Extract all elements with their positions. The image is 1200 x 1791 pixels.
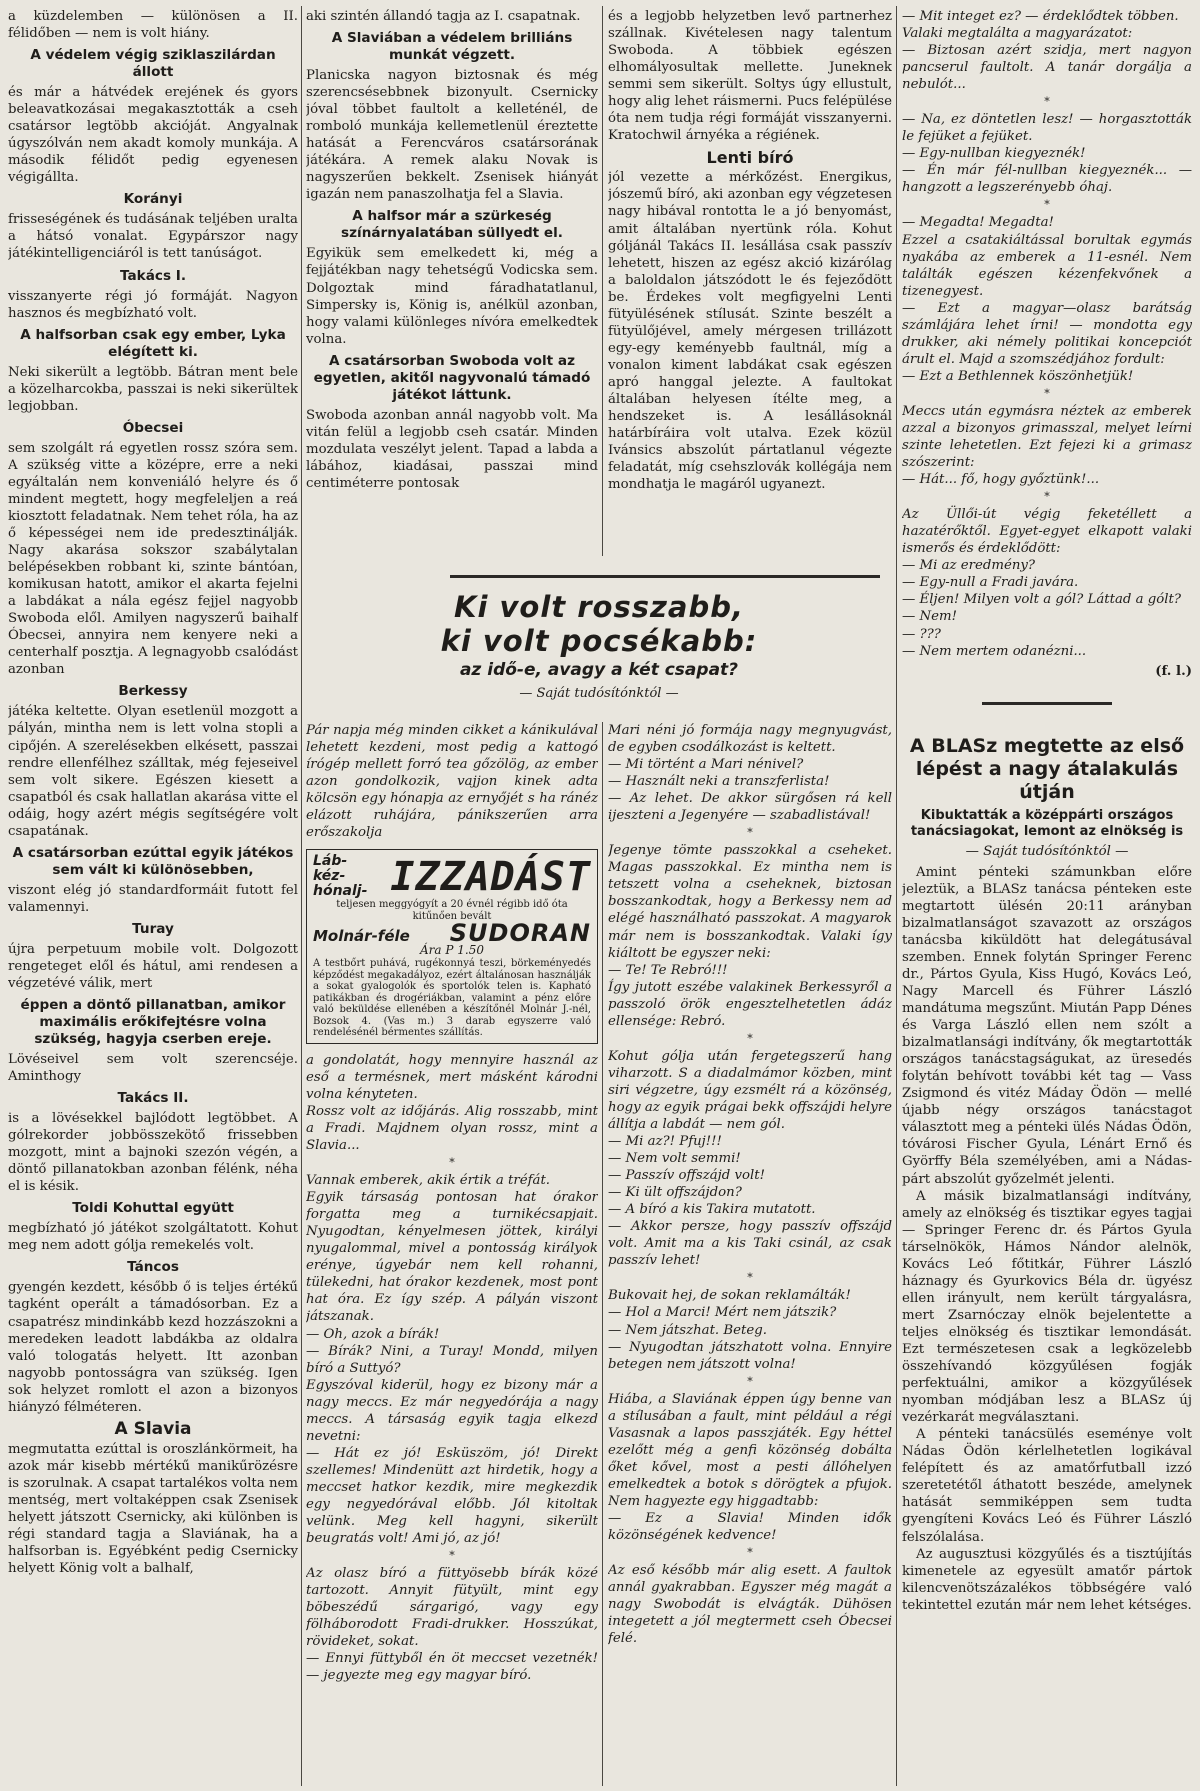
paragraph: frisseségének és tudásának teljében uralta a hátsó vonalat. Egypárszor nagy játékintelligenciáról is tett tanúságot. (8, 212, 298, 262)
paragraph: — Hol a Marci! Mért nem játszik? (608, 1305, 837, 1321)
byline: — Saját tudósítónktól — (519, 686, 679, 701)
paragraph: A másik bizalmatlansági indítvány, amely az elnökség és tisztikar egyes tagjai — Springer Ferenc dr. és Pártos Gyula társelnökök, Hámos Nándor alelnök, Kovács Leó főtitkár, Führer László háznagy és Gyurkovics Béla dr. ügyész ellen irányult, nem került tárgyalásra, mert Zsarnóczay elnök bejelentette a teljes elnökség és tisztikar lemondását. Ezt természetesen csak a legközelebb összehívandó közgyűlésen fogják perfektuálni, amikor a közgyűlések nyomban módjában lesz a BLASz új vezérkarát megválasztani. (902, 1188, 1192, 1426)
paragraph: Az Üllői-út végig feketéllett a hazatérőktől. Egyet-egyet elkapott valaki ismerős és érdeklődött: (902, 507, 1192, 557)
paragraph: is a lövésekkel bajlódott legtöbbet. A gólrekorder jobbösszekötő frissebben mozgott, mint a bajnoki szezón végén, a döntő pillanatokban azonban félénk, néha el is késik. (8, 1111, 298, 1195)
column-1 (8, 8, 298, 1788)
column-rule (602, 722, 603, 1786)
subheading: A csatársorban Swoboda volt az egyetlen, akitől nagyvonalú támadó játékot láttunk. (313, 352, 591, 403)
paragraph: — Ezt a magyar—olasz barátság számlájára lehet írni! — mondotta egy drukker, aki némely politikai koncepciót árult el. Majd a szomszédjához fordult: (902, 300, 1192, 367)
paragraph: Hiába, a Slaviának éppen úgy benne van a stílusában a fault, mint például a régi Vasasnak a lapos passzjáték. Egy héttel ezelőtt még a genfi közönség dobálta őket kővel, most a pesti állóhelyen emelkedtek a botok s dörögtek a pfujok. Nem hagyezte egy higgadtabb: (608, 1391, 892, 1509)
subheading: Berkessy (118, 683, 188, 700)
separator-star: * (747, 1271, 753, 1285)
paragraph: Planicska nagyon biztosnak és még szerencsésebbnek bizonyult. Csernicky jóval többet faultolt a kelleténél, de romboló munkája kellemetlenül éreztette hatását a Ferencváros csatársorának játékára. A remek alaku Novak is nagyszerűen bekkelt. Zsenisek hiányát igazán nem panaszolhatja fel a Slavia. (306, 68, 598, 203)
paragraph: Egyikük sem emelkedett ki, még a fejjátékban nagy tehetségű Vodicska sem. Dolgoztak mind fáradhatatlanul, Simpersky is, König is, anélkül azonban, hogy valami különleges nívóra emelkedtek volna. (306, 246, 598, 347)
column-4 (902, 8, 1192, 1788)
paragraph: — Akkor persze, hogy passzív offszájd volt. Amit ma a kis Taki csinál, az csak passzív lehet! (608, 1219, 892, 1269)
paragraph: — Oh, azok a bírák! (306, 1326, 440, 1342)
paragraph: — Az lehet. De akkor sürgősen rá kell ijeszteni a Jegenyére — szabadlistával! (608, 791, 892, 824)
paragraph: — Én már fél-nullban kiegyeznék... — hangzott a legszerényebb óhaj. (902, 163, 1192, 196)
article-subheadline: Kibuktatták a középpárti országos tanácsiagokat, lemont az elnökség is (910, 807, 1184, 839)
paragraph: játéka keltette. Olyan esetlenül mozgott a pályán, mintha nem is lett volna stopli a cipőjén. A szerelésekben elkésett, passzai rendre ellenfélhez szálltak, még fejeseivel sem volt sikere. Egészen kiesett a csapatból és csak hallatlan akarása vitte el odáig, hogy azért mégis segítségére volt csapatának. (8, 704, 298, 839)
paragraph: és már a hátvédek erejének és gyors beleavatkozásai megakasztották a cseh csatársor legtöbb akcióját. Angyalnak úgyszólván nem akadt komoly munkája. A második félidőt pedig egyenesen végigállta. (8, 85, 298, 186)
paragraph: — Nyugodtan játszhatott volna. Ennyire betegen nem játszott volna! (608, 1339, 892, 1372)
paragraph: Vannak emberek, akik értik a tréfát. (306, 1173, 551, 1189)
paragraph: Rossz volt az időjárás. Alig rosszabb, mint a Fradi. Majdnem olyan rossz, mint a Slavia... (306, 1103, 598, 1154)
paragraph: gyengén kezdett, később ő is teljes értékű tagként operált a támadósorban. Ez a csapatrész mindinkább kezd hozzászokni a meredeken leadott labdákba az oldalra való tologatás helyett. Itt azonban nagyobb pontosságra van szükség. Igen sok helyzet romlott el azon a bizonyos hiányzó félméteren. (8, 1280, 298, 1415)
paragraph: viszont elég jó standardformáit futott fel valamennyi. (8, 882, 298, 915)
paragraph: — A bíró a kis Takira mutatott. (608, 1202, 816, 1218)
paragraph: Neki sikerült a legtöbb. Bátran ment bele a közelharcokba, passzai is neki sikerültek legjobban. (8, 364, 298, 414)
separator-star: * (747, 1031, 753, 1045)
separator-star: * (747, 1546, 753, 1560)
advertisement (306, 849, 598, 1044)
ad-price: Ára P 1.50 (420, 942, 484, 957)
column-rule (301, 6, 302, 1786)
subheading: éppen a döntő pillanatban, amikor maximális erőkifejtésre volna szükség, hagyja cserben ereje. (20, 997, 286, 1048)
subheading: Takács I. (119, 267, 186, 284)
paragraph: Az olasz bíró a füttyösebb bírák közé tartozott. Annyit fütyült, mint egy böbeszédű sárgarigó, vagy egy fölháborodott Fradi-drukker. Hosszúkat, rövideket, sokat. (306, 1566, 598, 1650)
headline-line-1: Ki volt rosszabb, (454, 590, 744, 624)
article-headline (306, 566, 892, 716)
paragraph: — Nem! (902, 609, 957, 625)
paragraph: — Passzív offszájd volt! (608, 1168, 765, 1184)
paragraph: A pénteki tanácsülés eseménye volt Nádas Ödön kérlelhetetlen logikával felépített és az amatőrfutball izzó szeretetétől áthatott beszéde, amelynek hatását semmiképpen sem tudta gyengíteni Kovács Leó és Führer László felszólalása. (902, 1427, 1192, 1545)
paragraph: megmutatta ezúttal is oroszlánkörmeit, ha azok már kisebb mértékű manikűrözésre is szorulnak. A csapat tartalékos volta nem mentség, mert voltaképpen csak Zsenisek helyett játszott Csernicky, aki különben is régi standard tagja a Slaviának, ha a halfsorban is. Egyébként pedig Csernicky helyett König volt a balhalf, (8, 1441, 298, 1577)
paragraph: — Egy-nullban kiegyeznék! (902, 146, 1086, 162)
paragraph: — Ennyi füttyből én öt meccset vezetnék! — jegyezte meg egy magyar bíró. (306, 1651, 598, 1684)
paragraph: Meccs után egymásra néztek az emberek azzal a bizonyos grimasszal, melyet leírni szinte lehetetlen. Ezt fejezi ki a grimasz szószerint: (902, 403, 1192, 471)
column-2 (306, 8, 598, 548)
ad-maker: Molnár-féle (313, 927, 410, 946)
paragraph: Mari néni jó formája nagy megnyugvást, de egyben csodálkozást is keltett. (608, 723, 892, 756)
paragraph: újra perpetuum mobile volt. Dolgozott rengeteget elől és hátul, ami rendesen a végzetévé válik, mert (8, 941, 298, 991)
paragraph: Swoboda azonban annál nagyobb volt. Ma vitán felül a legjobb cseh csatár. Minden mozdulata veszélyt jelent. Tapad a labda a lábához, kiadásai, passzai mind centiméterre pontosak (306, 407, 598, 491)
paragraph: sem szolgált rá egyetlen rossz szóra sem. A szükség vitte a középre, erre a neki egyáltalán nem konveniáló helyre és ő mindent megtett, hogy megfeleljen a reá kiosztott feladatnak. Nem tehet róla, ha az ő képességei nem ide predesztinálják. Nagy akarása sokszor szabálytalan belépésekben robbant ki, szinte bántóan, komikusan hatott, amikor el akarta fejelni a labdákat a nála egész fejjel nagyobb Swoboda elől. Amilyen nagyszerű baihalf Óbecsei, annyira nem kenyere neki a centerhalf posztja. A legnagyobb csalódást azonban (8, 440, 298, 678)
paragraph: Pár napja még minden cikket a kánikulával lehetett kezdeni, most pedig a kattogó írógép mellett forró tea gőzölög, az ember azon gondolkozik, vajjon kinek adta kölcsön egy hónapja az ernyőjét s ha ránéz elázott ruhájára, pánikszerűen arra erőszakolja (306, 723, 598, 841)
article-headline: A BLASz megtette az első lépést a nagy átalakulás útján (909, 734, 1185, 803)
subheading: Toldi Kohuttal együtt (72, 1200, 234, 1217)
paragraph: — Használt neki a transzferlista! (608, 774, 830, 790)
divider (982, 702, 1112, 705)
paragraph: — Hát... fő, hogy győztünk!... (902, 472, 1100, 488)
headline-line-2: ki volt pocsékabb: (440, 624, 758, 658)
subheading: Lenti bíró (706, 148, 794, 168)
separator-star: * (1044, 198, 1050, 212)
separator-star: * (449, 1156, 455, 1170)
paragraph: Ezzel a csatakiáltással borultak egymás nyakába az emberek a 11-esnél. Nem találták egészen kézenfekvőnek a tizenegyest. (902, 232, 1192, 299)
paragraph: Kohut gólja után fergetegszerű hang viharzott. S a diadalmámor közben, mint siri végzetre, úgy ezsmélt rá a közönség, hogy az egyik prágai bekk offszájdi helyre állítja a labdát — nem gól. (608, 1048, 892, 1132)
ad-text: A testbőrt puhává, rugékonnyá teszi, börkeményedés képződést megakadályoz, ezért általánosan használják a sokat gyalogolók és sportolók telen is. Kapható patikákban és drogériákban, valamint a pénz előre való beküldése ellenében a készítőnél Molnár J.-nél, Bozsok 4. (Vas m.) 3 darab egyszerre való rendelésénél bérmentes szállítás. (313, 958, 591, 1039)
ad-product: SUDORAN (449, 919, 591, 948)
paragraph: — Ezt a Bethlennek köszönhetjük! (902, 368, 1134, 384)
paragraph: — Bírák? Nini, a Turay! Mondd, milyen bíró a Suttyó? (306, 1343, 598, 1376)
paragraph: — Na, ez döntetlen lesz! — horgasztották le fejüket a fejüket. (902, 112, 1192, 145)
subheading: A Slavia (114, 1418, 192, 1439)
subheading: Óbecsei (122, 419, 184, 436)
subheading: A védelem végig sziklaszilárdan állott (30, 47, 276, 81)
paragraph: — Te! Te Rebró!!! (608, 962, 728, 978)
paragraph: — Ki ült offszájdon? (608, 1185, 742, 1201)
paragraph: megbízható jó játékot szolgáltatott. Kohut meg nem adott gólja remekelés volt. (8, 1221, 298, 1254)
paragraph: Amint pénteki számunkban előre jeleztük, a BLASz tanácsa pénteken este megtartott ülésén 20:11 arányban bizalmatlanságot szavazott az országos tanácsba kiküldött hat delegátusával szemben. Ennek folytán Springer Ferenc dr., Pártos Gyula, Kiss Hugó, Kovács Leó, Nagy Marcell és Führer László mandátuma megszűnt. Miután Papp Dénes és Varga László ellen nem szólt a bizalmatlansági indítvány, ők megtartották országos tanácstagságukat, az üresedés folytán behívott további két tag — Vass Zsigmond és vitéz Máday Ödön — mellé újabb négy országos tanácstagot választott meg a pénteki ülés Nádas Ödön, tóvárosi Fischer Gyula, Lénárt Ernő és Györffy Béla személyében, ami a Nádas-párt abszolút győzelmét jelenti. (902, 864, 1192, 1187)
paragraph: — Biztosan azért szidja, mert nagyon pancserul faultolt. A tanár dorgálja a nebulót... (902, 43, 1192, 93)
separator-star: * (449, 1549, 455, 1563)
subheading: A Slaviában a védelem brilliáns munkát végzett. (331, 30, 573, 64)
subheading: Korányi (123, 191, 183, 208)
paragraph: visszanyerte régi jó formáját. Nagyon hasznos és megbízható volt. (8, 288, 298, 321)
paragraph: és a legjobb helyzetben levő partnerhez szállnak. Kivételesen nagy talentum Swoboda. A többiek egészen elhomályosultak mellette. Juneknek semmi sem sikerült. Soltys úgy ellustult, hogy alig lehet ráismerni. Pucs felépülése óta nem tudja régi formáját visszanyerni. Kratochwil árnyéka a régiének. (608, 9, 892, 144)
paragraph: — Nem volt semmi! (608, 1151, 741, 1167)
separator-star: * (1044, 95, 1050, 109)
paragraph: — Mi az eredmény? (902, 558, 1036, 574)
paragraph: Egyszóval kiderül, hogy ez bizony már a nagy meccs. Ez már negyedórája a nagy meccs. A társaság egyik tagja elkezd nevetni: (306, 1377, 598, 1444)
byline: — Saját tudósítónktól — (965, 843, 1129, 859)
separator-star: * (747, 1374, 753, 1388)
paragraph: — Mit integet ez? — érdeklődtek többen. (902, 9, 1179, 24)
column-rule (896, 6, 897, 1786)
ad-label: Láb- kéz- hónalj- (313, 853, 368, 900)
column-rule (602, 6, 603, 556)
paragraph: — Mi történt a Mari nénivel? (608, 757, 804, 773)
paragraph: Az eső később már alig esett. A faultok annál gyakrabban. Egyszer még magát a nagy Swobodát is elvágták. Dühösen integetett a jól megtermett cseh Óbecsei felé. (608, 1563, 892, 1647)
column-3-lower (608, 722, 892, 1788)
ad-text: teljesen meggyógyít a 20 évnél régibb idő óta kitűnően bevált (336, 899, 568, 922)
paragraph: a küzdelemben — különösen a II. félidőben — nem is volt hiány. (8, 9, 298, 42)
ad-headline: IZZADÁST (390, 853, 591, 900)
subheading: A csatársorban ezúttal egyik játékos sem vált ki különösebben, (12, 844, 294, 878)
headline-subtitle: az idő-e, avagy a két csapat? (459, 660, 739, 680)
paragraph: Az augusztusi közgyűlés és a tisztújítás kimenetele az egyesült amatőr pártok kilencvenötszázalékos többségére való tekintettel ezután már nem lehet kétséges. (902, 1546, 1192, 1613)
paragraph: Valaki megtalálta a magyarázatot: (902, 26, 1133, 42)
paragraph: — Hát ez jó! Esküszöm, jó! Direkt szellemes! Mindenütt azt hirdetik, hogy a meccset hatkor kezdik, mire megkezdik egy negyedórával előbb. Jól kitoltak velünk. Meg kell hagyni, sikerült beugratás volt! Ami jó, az jó! (306, 1445, 598, 1547)
paragraph: — Éljen! Milyen volt a gól? Láttad a gólt? (902, 592, 1182, 608)
subheading: Táncos (127, 1259, 179, 1276)
paragraph: aki szintén állandó tagja az I. csapatnak. (306, 9, 581, 24)
paragraph: Jegenye tömte passzokkal a cseheket. Magas passzokkal. Ez mintha nem is tetszett volna a cseheknek, biztosan bosszankodtak, hogy a Berkessy nem ad elégé használható passzokat. A magyarok már nem is bosszankodtak. Valaki így kiáltott be egyszer neki: (608, 843, 892, 961)
subheading: Takács II. (117, 1090, 189, 1107)
paragraph: — Nem mertem odanézni... (902, 643, 1087, 659)
paragraph: — Megadta! Megadta! (902, 215, 1054, 231)
paragraph: Bukovait hej, de sokan reklamálták! (608, 1288, 851, 1304)
paragraph: — Ez a Slavia! Minden idők közönségének kedvence! (608, 1510, 892, 1544)
paragraph: jól vezette a mérkőzést. Energikus, jószemű bíró, aki azonban egy végzetesen nagy hibával rontotta le a jó benyomást, amit általában nyertünk róla. Kohut góljánál Takács II. lesállása csak passzív lehetett, hiszen az egész akció kizárólag a baloldalon játszódott le és fejeződött be. Érdekes volt megfigyelni Lenti fütyülésének stílusát. Szinte beszélt a fütyülőjével, amely mérgesen trillázott egy-egy keményebb faultnál, míg a vonalon kiment labdákat csak egészen apró hanggal jelezte. A faultokat általában helyesen ítélte meg, a hendszeket is. A lesállásoknál határbíráira volt utalva. Ezek közül Ivánsics abszolút pártatlanul végezte feladatát, míg csehszlovák kollégája nem mondhatja le magáról ugyanezt. (608, 170, 892, 493)
separator-star: * (747, 826, 753, 840)
separator-star: * (1044, 386, 1050, 400)
subheading: Turay (132, 920, 174, 937)
paragraph: — Egy-null a Fradi javára. (902, 575, 1079, 591)
subheading: A halfsorban csak egy ember, Lyka elégített ki. (20, 326, 286, 360)
separator-star: * (1044, 490, 1050, 504)
paragraph: Így jutott eszébe valakinek Berkessyről a passzoló örök engesztelhetetlen ádáz ellensége: Rebró. (608, 979, 892, 1029)
paragraph: — ??? (902, 626, 941, 642)
subheading: A halfsor már a szürkeség színárnyalatában süllyedt el. (341, 208, 563, 242)
column-2-lower (306, 722, 598, 1788)
signature: (f. l.) (1155, 663, 1192, 679)
paragraph: a gondolatát, hogy mennyire használ az eső a termésnek, mert másként károdni volna kényteten. (306, 1052, 598, 1102)
paragraph: — Nem játszhat. Beteg. (608, 1322, 767, 1338)
paragraph: — Mi az?! Pfuj!!! (608, 1134, 722, 1150)
column-3 (608, 8, 892, 548)
paragraph: Egyik társaság pontosan hat órakor forgatta meg a turnikécsapjait. Nyugodtan, kényelmesen jöttek, királyi nyugalommal, mivel a pontosság királyok erénye, úgyebár nem kell rohanni, tülekedni, hat órakor kezdenek, most pont hat óra. Ez így szép. A pályán viszont játszanak. (306, 1190, 598, 1325)
paragraph: Lövéseivel sem volt szerencséje. Aminthogy (8, 1052, 298, 1085)
